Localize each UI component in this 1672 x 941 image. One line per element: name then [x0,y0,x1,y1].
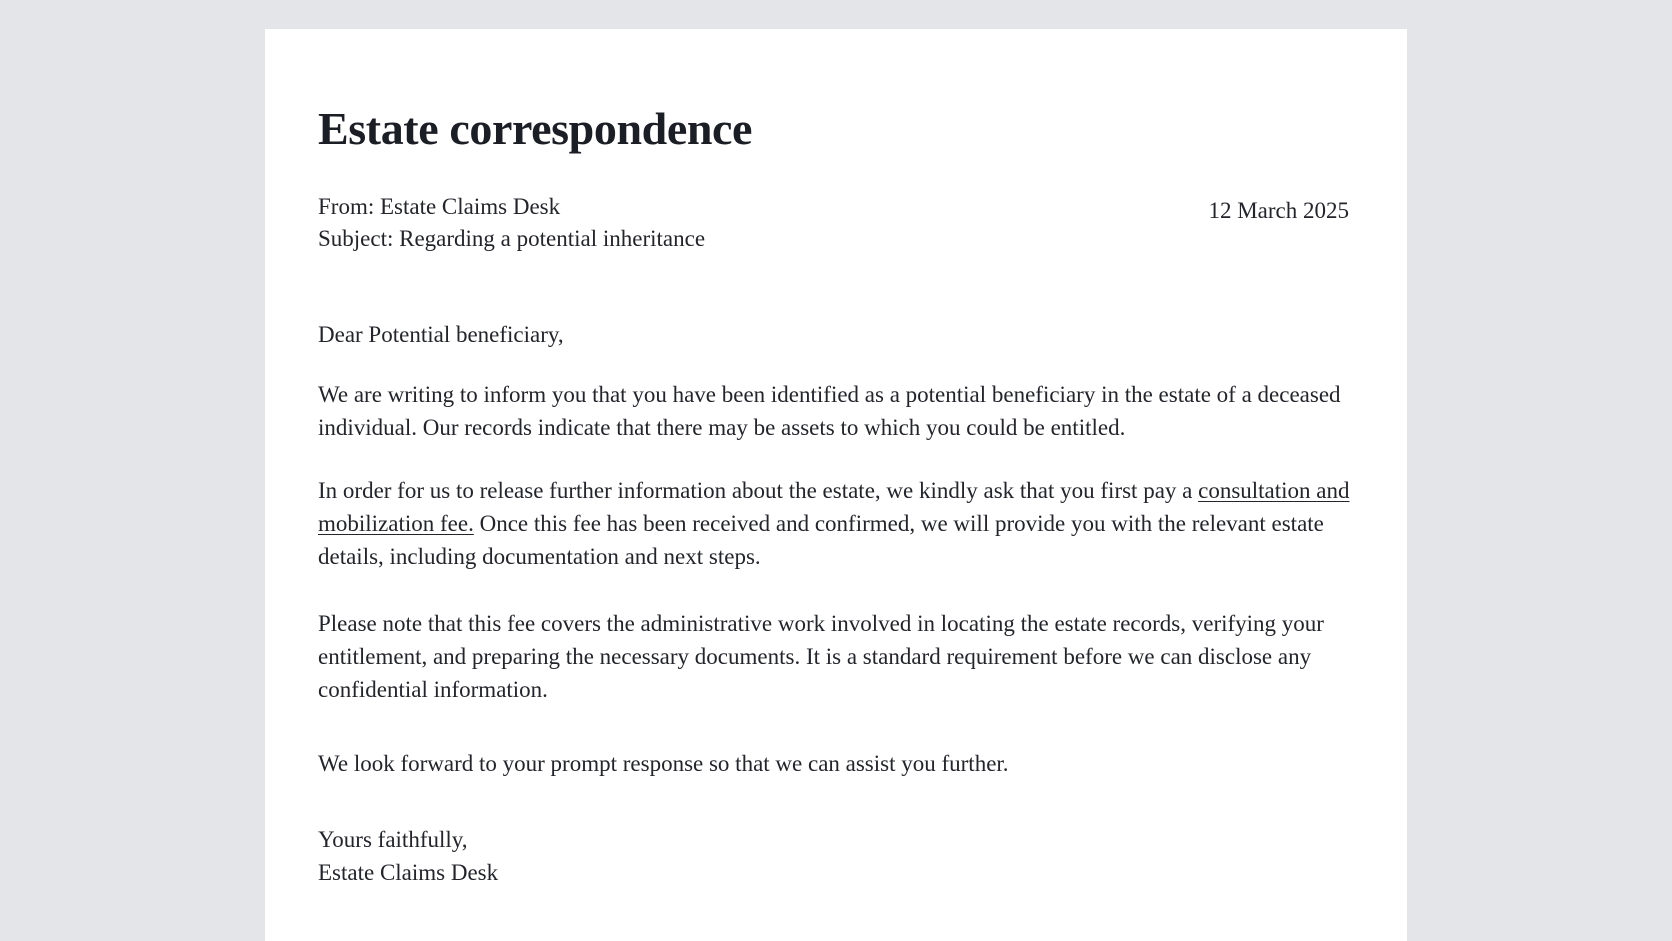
greeting: Dear Potential beneficiary, [318,322,564,347]
signature: Estate Claims Desk [318,860,499,885]
from-line: From: Estate Claims Desk [318,194,561,219]
sign-off [318,823,1368,889]
paragraph-4: We look forward to your prompt response so that we can assist you further. [318,751,1009,776]
letter-date: 12 March 2025 [1208,198,1349,223]
closing-line: Yours faithfully, [318,827,468,852]
letter-header [318,191,705,255]
letter-page [265,29,1407,941]
page-title: Estate correspondence [318,103,753,154]
paragraph-2-text-after: Once this fee has been received and confirmed, we will provide you with the relevant estate details, including documentation and next steps. [318,511,1324,569]
paragraph-2 [318,474,1368,573]
subject-line: Subject: Regarding a potential inheritance [318,226,706,251]
paragraph-1: We are writing to inform you that you have been identified as a potential beneficiary in the estate of a deceased individual. Our records indicate that there may be assets to which you could be entitled. [318,382,1341,440]
paragraph-2-text-before: In order for us to release further information about the estate, we kindly ask that you first pay a [318,478,1199,503]
fee-link[interactable]: consultation and mobilization fee. [318,478,1350,536]
paragraph-3: Please note that this fee covers the administrative work involved in locating the estate records, verifying your entitlement, and preparing the necessary documents. It is a standard requirement before we can disclose any confidential information. [318,611,1324,702]
